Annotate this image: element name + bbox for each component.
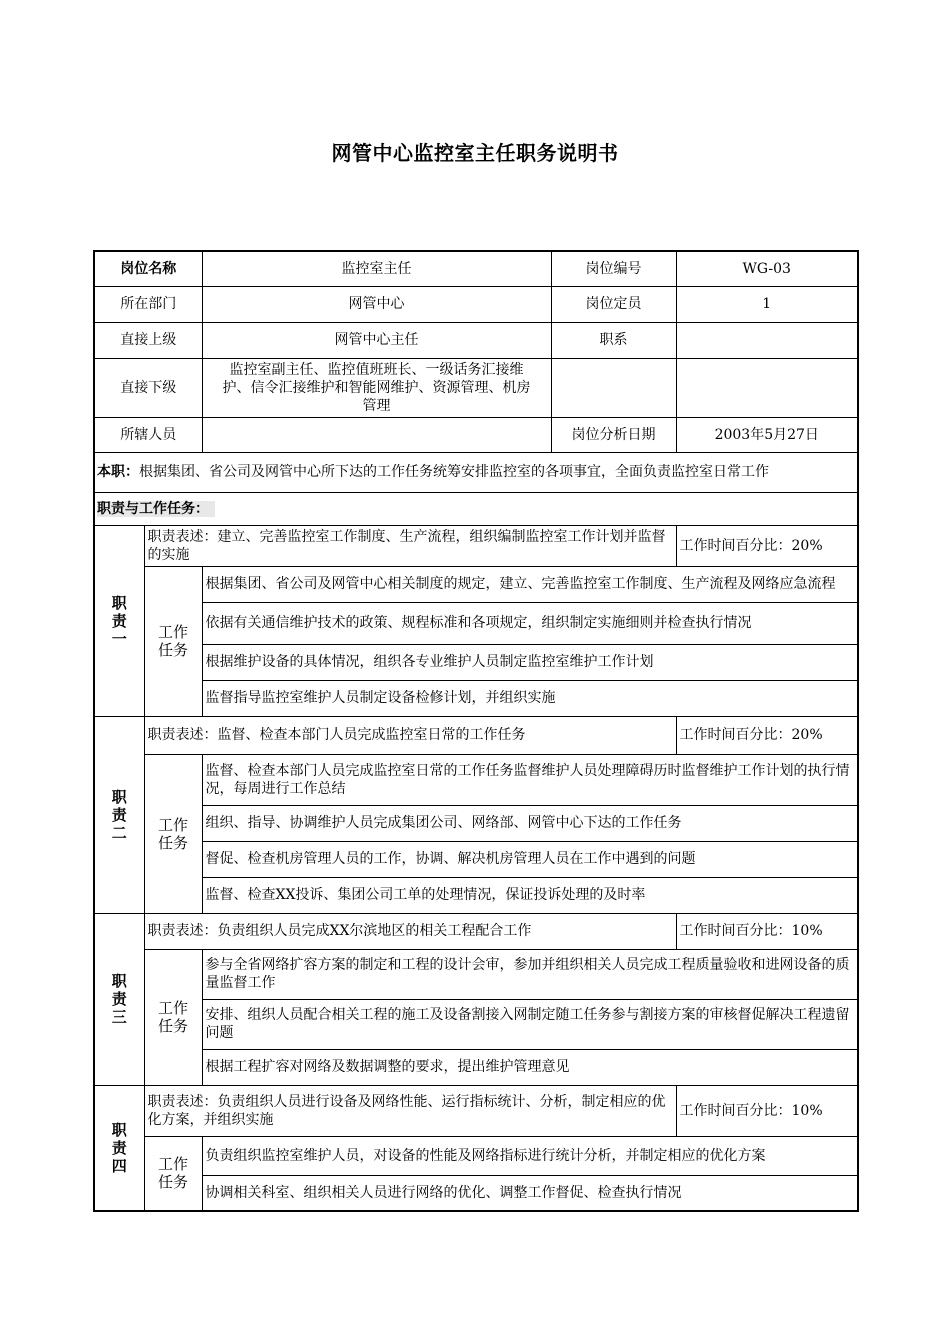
duty-3-task-label: 工作 任务 xyxy=(144,949,202,1085)
duty-2-statement-row xyxy=(94,716,858,754)
duty-2-task-row xyxy=(94,841,858,877)
duty-3-task-2: 安排、组织人员配合相关工程的施工及设备割接入网制定随工任务参与割接方案的审核督促解决工程遗留问题 xyxy=(202,999,858,1049)
duty-1-statement-row xyxy=(94,525,858,566)
duty-2-task-3: 督促、检查机房管理人员的工作，协调、解决机房管理人员在工作中遇到的问题 xyxy=(202,841,858,877)
duty-2-task-row xyxy=(94,877,858,913)
duty-2-task-1: 监督、检查本部门人员完成监控室日常的工作任务监督维护人员处理障碍历时监督维护工作计划的执行情况，每周进行工作总结 xyxy=(202,754,858,805)
duty-2-name: 职 责 二 xyxy=(94,716,144,913)
duty-1-task-2: 依据有关通信维护技术的政策、规程标准和各项规定，组织制定实施细则并检查执行情况 xyxy=(202,602,858,644)
duty-4-name: 职 责 四 xyxy=(94,1085,144,1211)
duty-4-statement-row xyxy=(94,1085,858,1136)
duty-1-task-row xyxy=(94,680,858,716)
duty-2-statement: 职责表述：监督、检查本部门人员完成监控室日常的工作任务 xyxy=(144,716,676,754)
duty-1-task-4: 监督指导监控室维护人员制定设备检修计划，并组织实施 xyxy=(202,680,858,716)
superior-label: 直接上级 xyxy=(94,322,202,358)
duty-2-task-row xyxy=(94,754,858,805)
subordinate-value: 监控室副主任、监控值班班长、一级话务汇接维护、信令汇接维护和智能网维护、资源管理、机房管理 xyxy=(202,358,551,417)
duty-1-statement: 职责表述：建立、完善监控室工作制度、生产流程，组织编制监控室工作计划并监督的实施 xyxy=(144,525,676,566)
position-code-label: 岗位编号 xyxy=(551,251,676,286)
dept-label: 所在部门 xyxy=(94,286,202,322)
duty-3-task-row xyxy=(94,999,858,1049)
info-row-subordinate xyxy=(94,358,858,417)
duty-3-statement: 职责表述：负责组织人员完成XX尔滨地区的相关工程配合工作 xyxy=(144,913,676,949)
position-code-value: WG-03 xyxy=(676,251,858,286)
duties-heading: 职责与工作任务： xyxy=(97,501,215,517)
duty-3-name: 职 责 三 xyxy=(94,913,144,1085)
duty-2-task-2: 组织、指导、协调维护人员完成集团公司、网络部、网管中心下达的工作任务 xyxy=(202,805,858,841)
staff-value xyxy=(202,417,551,452)
analysis-date-label: 岗位分析日期 xyxy=(551,417,676,452)
job-description-table xyxy=(93,250,859,1212)
headcount-value: 1 xyxy=(676,286,858,322)
page-title: 网管中心监控室主任职务说明书 xyxy=(331,141,619,165)
subordinate-empty-1 xyxy=(551,358,676,417)
duty-summary-label: 本职： xyxy=(97,464,139,480)
subordinate-empty-2 xyxy=(676,358,858,417)
duty-2-task-label: 工作 任务 xyxy=(144,754,202,913)
position-name-value: 监控室主任 xyxy=(202,251,551,286)
staff-label: 所辖人员 xyxy=(94,417,202,452)
info-row-superior xyxy=(94,322,858,358)
duty-4-percent: 工作时间百分比：10% xyxy=(676,1085,858,1136)
duty-3-task-3: 根据工程扩容对网络及数据调整的要求，提出维护管理意见 xyxy=(202,1049,858,1085)
duty-1-percent: 工作时间百分比：20% xyxy=(676,525,858,566)
duty-summary-text: 根据集团、省公司及网管中心所下达的工作任务统筹安排监控室的各项事宜，全面负责监控室日常工作 xyxy=(139,464,769,480)
duty-1-task-row xyxy=(94,566,858,602)
duty-summary-row xyxy=(94,452,858,492)
duty-3-percent: 工作时间百分比：10% xyxy=(676,913,858,949)
duty-1-task-3: 根据维护设备的具体情况，组织各专业维护人员制定监控室维护工作计划 xyxy=(202,644,858,680)
info-row-position xyxy=(94,251,858,286)
duty-summary xyxy=(94,452,858,492)
series-value xyxy=(676,322,858,358)
duty-4-task-2: 协调相关科室、组织相关人员进行网络的优化、调整工作督促、检查执行情况 xyxy=(202,1175,858,1211)
headcount-label: 岗位定员 xyxy=(551,286,676,322)
duties-heading-row xyxy=(94,492,858,525)
series-label: 职系 xyxy=(551,322,676,358)
position-name-label: 岗位名称 xyxy=(94,251,202,286)
info-row-dept xyxy=(94,286,858,322)
duty-3-statement-row xyxy=(94,913,858,949)
duty-1-name: 职 责 一 xyxy=(94,525,144,716)
duty-4-statement: 职责表述：负责组织人员进行设备及网络性能、运行指标统计、分析，制定相应的优化方案，并组织实施 xyxy=(144,1085,676,1136)
duty-2-task-4: 监督、检查XX投诉、集团公司工单的处理情况，保证投诉处理的及时率 xyxy=(202,877,858,913)
dept-value: 网管中心 xyxy=(202,286,551,322)
duty-2-task-row xyxy=(94,805,858,841)
duty-1-task-1: 根据集团、省公司及网管中心相关制度的规定，建立、完善监控室工作制度、生产流程及网络应急流程 xyxy=(202,566,858,602)
superior-value: 网管中心主任 xyxy=(202,322,551,358)
duty-3-task-1: 参与全省网络扩容方案的制定和工程的设计会审，参加并组织相关人员完成工程质量验收和进网设备的质量监督工作 xyxy=(202,949,858,999)
duty-3-task-row xyxy=(94,949,858,999)
duty-2-percent: 工作时间百分比：20% xyxy=(676,716,858,754)
info-row-staff xyxy=(94,417,858,452)
duty-4-task-row xyxy=(94,1175,858,1211)
duty-1-task-row xyxy=(94,644,858,680)
analysis-date-value: 2003年5月27日 xyxy=(676,417,858,452)
duties-heading-cell xyxy=(94,492,858,525)
duty-4-task-1: 负责组织监控室维护人员，对设备的性能及网络指标进行统计分析，并制定相应的优化方案 xyxy=(202,1136,858,1175)
duty-1-task-label: 工作 任务 xyxy=(144,566,202,716)
duty-1-task-row xyxy=(94,602,858,644)
subordinate-label: 直接下级 xyxy=(94,358,202,417)
duty-4-task-row xyxy=(94,1136,858,1175)
duty-3-task-row xyxy=(94,1049,858,1085)
duty-4-task-label: 工作 任务 xyxy=(144,1136,202,1211)
